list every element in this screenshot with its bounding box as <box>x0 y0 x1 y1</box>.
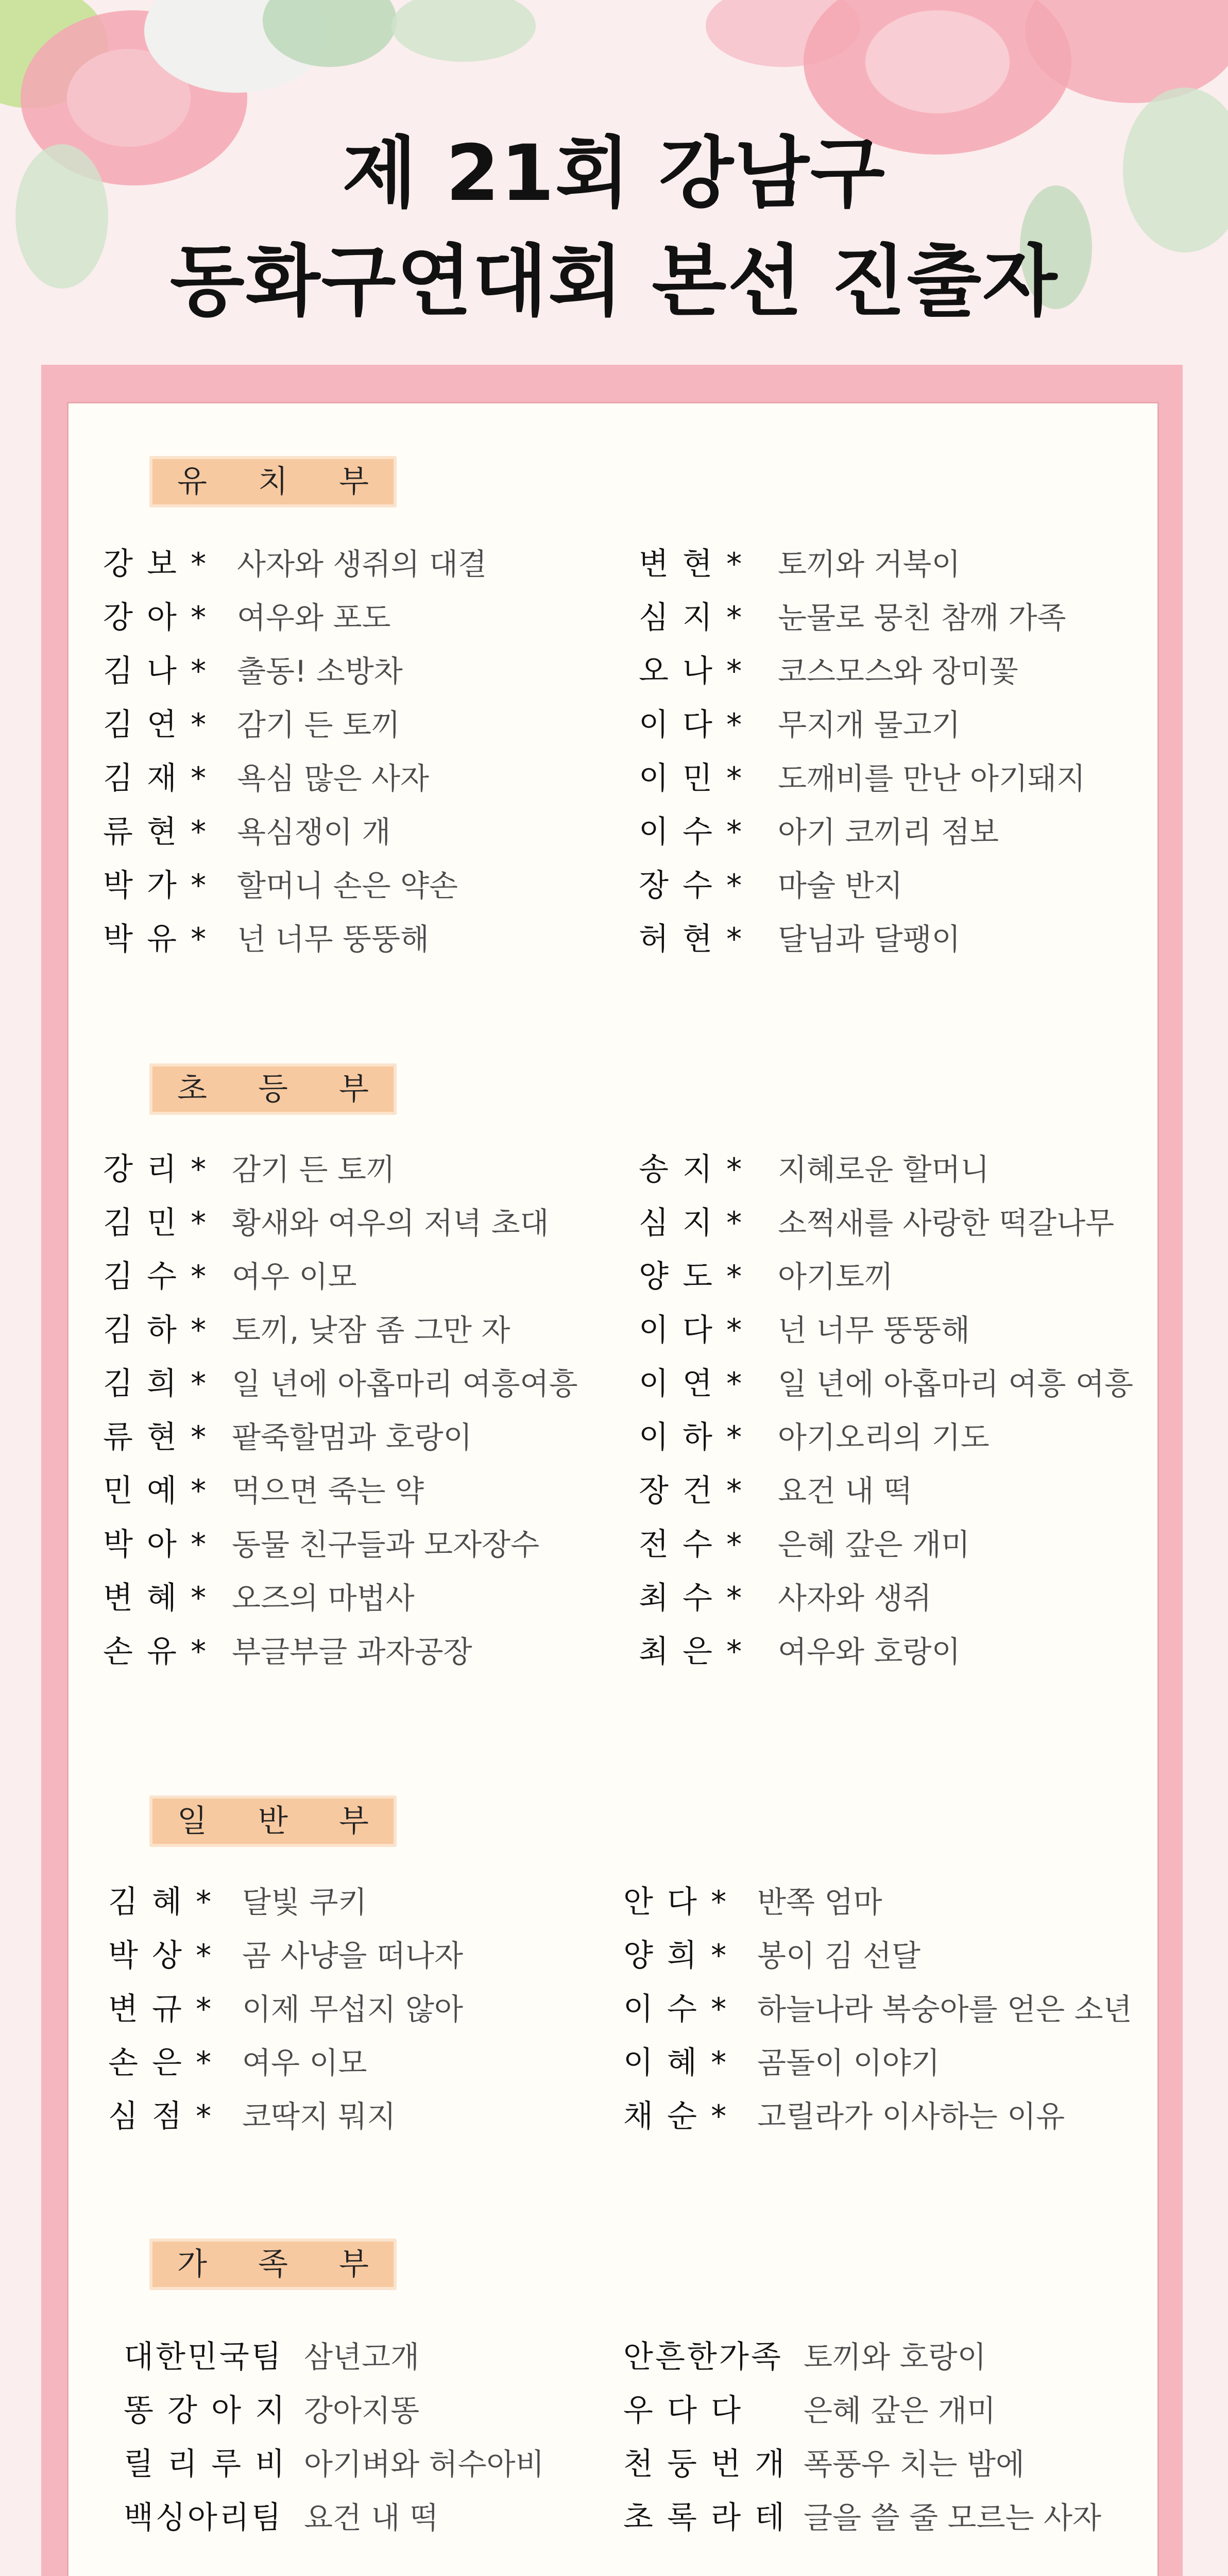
story-title: 은혜 갚은 개미 <box>778 1527 970 1562</box>
finalist-name: 이 혜 * <box>623 2045 729 2081</box>
story-title: 봉이 김 선달 <box>757 1938 921 1973</box>
finalist-row <box>639 1307 1154 1353</box>
finalist-row <box>124 2441 639 2487</box>
story-title: 일 년에 아홉마리 여흥여흥 <box>232 1366 578 1401</box>
finalist-row <box>103 1361 618 1407</box>
finalist-row <box>108 2093 623 2140</box>
finalist-name: 이 민 * <box>639 760 744 796</box>
finalist-row <box>103 916 618 962</box>
finalist-row <box>108 1933 623 1979</box>
finalist-name: 변 현 * <box>639 546 744 582</box>
finalist-name: 김 민 * <box>103 1205 209 1241</box>
finalist-row <box>103 1521 618 1568</box>
finalist-name: 장 수 * <box>639 868 744 904</box>
finalist-row <box>639 1414 1154 1461</box>
finalist-row <box>623 1986 1138 2032</box>
finalist-name: 초 록 라 테 <box>623 2500 787 2536</box>
finalist-name: 안 다 * <box>623 1884 729 1920</box>
finalist-row <box>103 1575 618 1621</box>
finalist-name: 박 아 * <box>103 1527 209 1563</box>
finalist-row <box>108 1986 623 2032</box>
story-title: 소쩍새를 사랑한 떡갈나무 <box>778 1206 1115 1241</box>
section-label-elementary: 초 등 부 <box>149 1063 397 1115</box>
finalist-name: 박 유 * <box>103 921 209 957</box>
finalist-name: 천 둥 번 개 <box>623 2446 787 2482</box>
finalist-name: 백싱아리팀 <box>124 2500 283 2536</box>
finalist-row <box>623 2387 1138 2434</box>
finalist-row <box>103 1200 618 1246</box>
finalist-row <box>124 2334 639 2380</box>
story-title: 넌 너무 뚱뚱해 <box>778 1313 970 1348</box>
finalist-row <box>623 1933 1138 1979</box>
story-title: 토끼, 낮잠 좀 그만 자 <box>232 1313 510 1348</box>
finalist-name: 손 은 * <box>108 2045 214 2081</box>
finalist-name: 허 현 * <box>639 921 744 957</box>
story-title: 여우와 호랑이 <box>778 1634 961 1669</box>
story-title: 넌 너무 뚱뚱해 <box>237 922 430 957</box>
story-title: 여우 이모 <box>232 1259 357 1294</box>
finalist-row <box>103 809 618 855</box>
page-title-line2: 동화구연대회 본선 진출자 <box>169 237 1059 327</box>
story-title: 은혜 갚은 개미 <box>804 2393 996 2428</box>
finalist-row <box>103 541 618 587</box>
story-title: 아기벼와 허수아비 <box>304 2447 544 2482</box>
finalist-name: 안흔한가족 <box>623 2339 783 2375</box>
finalist-row <box>103 1146 618 1193</box>
finalist-name: 최 수 * <box>639 1580 744 1616</box>
finalist-name: 강 보 * <box>103 546 209 582</box>
story-title: 곰 사냥을 떠나자 <box>242 1938 464 1973</box>
finalist-name: 릴 리 루 비 <box>124 2446 287 2482</box>
finalist-row <box>623 2441 1138 2487</box>
finalist-name: 양 도 * <box>639 1259 744 1295</box>
finalist-name: 이 다 * <box>639 1312 744 1348</box>
story-title: 눈물로 뭉친 참깨 가족 <box>778 600 1066 635</box>
story-title: 아기오리의 기도 <box>778 1420 990 1455</box>
story-title: 요건 내 떡 <box>778 1473 912 1509</box>
finalist-name: 채 순 * <box>623 2098 729 2134</box>
finalist-name: 장 건 * <box>639 1473 744 1509</box>
story-title: 강아지똥 <box>304 2393 420 2428</box>
section-label-family: 가 족 부 <box>149 2239 397 2290</box>
page-title-line1: 제 21회 강남구 <box>342 129 886 218</box>
finalist-row <box>103 1307 618 1353</box>
story-title: 여우 이모 <box>242 2045 367 2080</box>
story-title: 코스모스와 장미꽃 <box>778 654 1018 689</box>
story-title: 고릴라가 이사하는 이유 <box>757 2099 1065 2134</box>
story-title: 코딱지 뭐지 <box>242 2099 396 2134</box>
finalist-name: 김 혜 * <box>108 1884 214 1920</box>
finalist-name: 심 지 * <box>639 1205 744 1241</box>
finalist-name: 대한민국팀 <box>124 2339 283 2375</box>
finalist-name: 오 나 * <box>639 653 744 689</box>
finalist-name: 양 희 * <box>623 1938 729 1974</box>
finalist-row <box>639 1146 1154 1193</box>
story-title: 욕심 많은 사자 <box>237 761 430 796</box>
finalist-name: 최 은 * <box>639 1634 744 1670</box>
finalist-name: 이 다 * <box>639 707 744 743</box>
finalist-row <box>639 809 1154 855</box>
finalist-name: 김 연 * <box>103 707 209 743</box>
story-title: 사자와 생쥐 <box>778 1581 932 1616</box>
finalist-name: 똥 강 아 지 <box>124 2393 287 2429</box>
story-title: 아기 코끼리 점보 <box>778 815 999 850</box>
story-title: 할머니 손은 약손 <box>237 868 458 903</box>
story-title: 삼년고개 <box>304 2340 420 2375</box>
finalist-row <box>103 755 618 802</box>
story-title: 요건 내 떡 <box>304 2500 438 2535</box>
finalist-row <box>639 1575 1154 1621</box>
finalist-row <box>623 1879 1138 1925</box>
finalist-row <box>639 541 1154 587</box>
story-title: 감기 든 토끼 <box>237 707 401 742</box>
finalist-name: 이 수 * <box>639 814 744 850</box>
story-title: 지혜로운 할머니 <box>778 1152 990 1187</box>
finalist-row <box>103 648 618 694</box>
finalist-name: 강 리 * <box>103 1151 209 1188</box>
finalist-row <box>103 862 618 909</box>
story-title: 팥죽할멈과 호랑이 <box>232 1420 472 1455</box>
section-label-kindergarten: 유 치 부 <box>149 456 397 507</box>
finalist-row <box>639 1468 1154 1514</box>
story-title: 곰돌이 이야기 <box>757 2045 940 2080</box>
story-title: 오즈의 마법사 <box>232 1581 415 1616</box>
story-title: 마술 반지 <box>778 868 903 903</box>
finalist-row <box>103 702 618 748</box>
finalist-name: 이 수 * <box>623 1991 729 2027</box>
story-title: 여우와 포도 <box>237 600 391 635</box>
finalist-row <box>639 702 1154 748</box>
finalist-row <box>639 916 1154 962</box>
finalist-row <box>639 862 1154 909</box>
story-title: 토끼와 거북이 <box>778 547 961 582</box>
story-title: 먹으면 죽는 약 <box>232 1473 424 1509</box>
finalist-row <box>103 1629 618 1675</box>
finalist-name: 전 수 * <box>639 1527 744 1563</box>
story-title: 달빛 쿠키 <box>242 1885 367 1920</box>
story-title: 감기 든 토끼 <box>232 1152 396 1187</box>
story-title: 황새와 여우의 저녁 초대 <box>232 1206 549 1241</box>
section-label-general: 일 반 부 <box>149 1795 397 1847</box>
story-title: 욕심쟁이 개 <box>237 815 391 850</box>
story-title: 반쪽 엄마 <box>757 1885 882 1920</box>
finalist-row <box>103 1253 618 1300</box>
finalist-row <box>124 2387 639 2434</box>
story-title: 이제 무섭지 않아 <box>242 1992 464 2027</box>
finalist-row <box>639 595 1154 641</box>
story-title: 아기토끼 <box>778 1259 894 1294</box>
finalist-name: 김 희 * <box>103 1366 209 1402</box>
finalist-name: 변 혜 * <box>103 1580 209 1616</box>
story-title: 하늘나라 복숭아를 얻은 소년 <box>757 1992 1132 2027</box>
finalist-row <box>639 1521 1154 1568</box>
finalist-row <box>639 648 1154 694</box>
finalist-name: 김 하 * <box>103 1312 209 1348</box>
finalist-name: 심 지 * <box>639 600 744 636</box>
finalist-row <box>639 755 1154 802</box>
finalist-name: 변 규 * <box>108 1991 214 2027</box>
finalist-row <box>623 2334 1138 2380</box>
finalist-row <box>103 1468 618 1514</box>
finalist-row <box>639 1361 1154 1407</box>
finalist-name: 류 현 * <box>103 814 209 850</box>
story-title: 일 년에 아홉마리 여흥 여흥 <box>778 1366 1134 1401</box>
story-title: 동물 친구들과 모자장수 <box>232 1527 540 1562</box>
finalist-name: 박 가 * <box>103 868 209 904</box>
finalist-name: 김 수 * <box>103 1259 209 1295</box>
finalist-name: 우 다 다 <box>623 2393 743 2429</box>
finalist-row <box>639 1200 1154 1246</box>
finalist-name: 류 현 * <box>103 1419 209 1455</box>
finalist-row <box>639 1629 1154 1675</box>
story-title: 달님과 달팽이 <box>778 922 961 957</box>
story-title: 글을 쓸 줄 모르는 사자 <box>804 2500 1101 2535</box>
finalist-row <box>623 2040 1138 2086</box>
finalist-row <box>108 2040 623 2086</box>
finalist-name: 심 점 * <box>108 2098 214 2134</box>
finalist-row <box>103 1414 618 1461</box>
finalist-row <box>623 2093 1138 2140</box>
finalist-row <box>108 1879 623 1925</box>
story-title: 토끼와 호랑이 <box>804 2340 986 2375</box>
story-title: 사자와 생쥐의 대결 <box>237 547 487 582</box>
finalist-name: 이 하 * <box>639 1419 744 1455</box>
finalist-name: 김 재 * <box>103 760 209 796</box>
finalist-name: 송 지 * <box>639 1151 744 1188</box>
story-title: 무지개 물고기 <box>778 707 961 742</box>
story-title: 부글부글 과자공장 <box>232 1634 472 1669</box>
finalist-row <box>103 595 618 641</box>
finalist-row <box>124 2495 639 2541</box>
finalist-row <box>639 1253 1154 1300</box>
finalist-name: 민 예 * <box>103 1473 209 1509</box>
story-title: 폭풍우 치는 밤에 <box>804 2447 1025 2482</box>
story-title: 도깨비를 만난 아기돼지 <box>778 761 1086 796</box>
finalist-name: 손 유 * <box>103 1634 209 1670</box>
finalist-row <box>623 2495 1138 2541</box>
finalist-name: 김 나 * <box>103 653 209 689</box>
finalist-name: 박 상 * <box>108 1938 214 1974</box>
finalist-name: 강 아 * <box>103 600 209 636</box>
finalist-name: 이 연 * <box>639 1366 744 1402</box>
story-title: 출동! 소방차 <box>237 654 403 689</box>
